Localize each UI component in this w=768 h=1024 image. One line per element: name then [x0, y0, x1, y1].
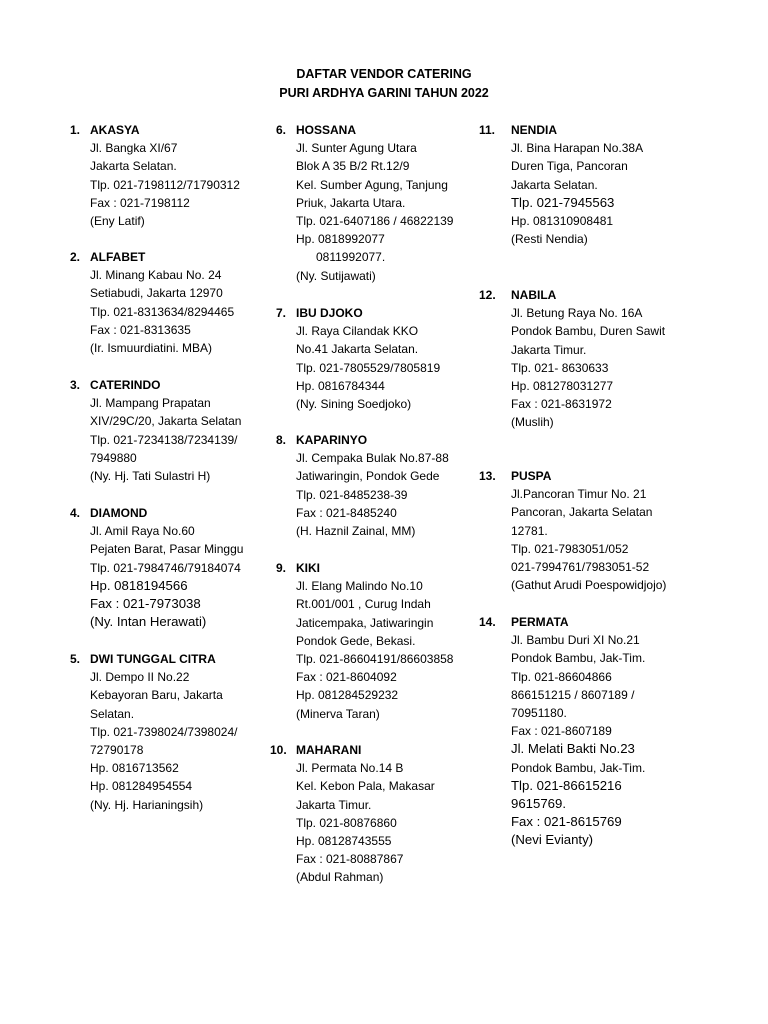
vendor-phone: Tlp. 021-7805529/7805819 — [296, 360, 441, 375]
vendor-address: Jaticempaka, Jatiwaringin — [296, 615, 434, 630]
vendor-number: 5. — [70, 652, 81, 666]
vendor-address: Jakarta Selatan. — [90, 159, 177, 174]
vendor-phone: 7949880 — [90, 450, 137, 465]
vendor-contact: (Ny. Sutijawati) — [296, 268, 376, 283]
vendor-mobile: Hp. 081310908481 — [511, 214, 614, 229]
vendor-address: Jakarta Selatan. — [511, 177, 598, 192]
vendor-heading — [479, 467, 666, 485]
vendor-phone: 021-7994761/7983051-52 — [511, 560, 650, 575]
vendor-nendia — [479, 121, 643, 248]
vendor-contact: (Nevi Evianty) — [511, 832, 594, 848]
vendor-phone: Tlp. 021-80876860 — [296, 815, 397, 830]
vendor-number: 14. — [479, 615, 496, 629]
vendor-name: ALFABET — [90, 250, 146, 264]
vendor-address: Blok A 35 B/2 Rt.12/9 — [296, 159, 410, 174]
vendor-fax: Fax : 021-80887867 — [296, 852, 404, 867]
vendor-heading — [70, 650, 237, 668]
vendor-heading — [276, 559, 453, 577]
vendor-kiki — [276, 559, 453, 723]
vendor-phone: Tlp. 021-7945563 — [511, 194, 615, 210]
vendor-mobile: Hp. 081278031277 — [511, 379, 614, 394]
vendor-heading — [276, 431, 449, 449]
vendor-address: Pancoran, Jakarta Selatan — [511, 505, 653, 520]
vendor-number: 9. — [276, 561, 287, 575]
vendor-address: Jakarta Timur. — [296, 797, 372, 812]
vendor-address: Jl. Elang Malindo No.10 — [296, 579, 423, 594]
vendor-kaparinyo — [276, 431, 449, 540]
vendor-diamond — [70, 504, 243, 631]
vendor-contact: (Ny. Hj. Harianingsih) — [90, 797, 204, 812]
vendor-name: MAHARANI — [296, 743, 362, 757]
vendor-mobile: Hp. 0816713562 — [90, 761, 179, 776]
vendor-phone: Tlp. 021-8313634/8294465 — [90, 304, 235, 319]
vendor-phone: Tlp. 021-6407186 / 46822139 — [296, 214, 454, 229]
vendor-contact: (Resti Nendia) — [511, 232, 588, 247]
vendor-address: Duren Tiga, Pancoran — [511, 159, 628, 174]
vendor-heading — [276, 121, 453, 139]
vendor-fax: Fax : 021-7198112 — [90, 195, 190, 210]
vendor-number: 7. — [276, 306, 287, 320]
vendor-address: Priuk, Jakarta Utara. — [296, 195, 406, 210]
vendor-address: Jl. Dempo II No.22 — [90, 670, 190, 685]
vendor-name: KIKI — [296, 561, 320, 575]
vendor-phone: 70951180. — [511, 706, 567, 721]
vendor-phone: Tlp. 021-86604191/86603858 — [296, 652, 454, 667]
vendor-number: 13. — [479, 469, 496, 483]
vendor-address: Pondok Bambu, Duren Sawit — [511, 324, 666, 339]
vendor-address: Jl. Betung Raya No. 16A — [511, 306, 643, 321]
vendor-contact: (Eny Latif) — [90, 214, 145, 229]
vendor-address: Jl. Sunter Agung Utara — [296, 141, 417, 156]
vendor-address: No.41 Jakarta Selatan. — [296, 342, 419, 357]
vendor-mobile: Hp. 0816784344 — [296, 378, 385, 393]
vendor-heading — [270, 741, 435, 759]
vendor-name: DWI TUNGGAL CITRA — [90, 652, 216, 666]
vendor-dwi-tunggal-citra — [70, 650, 237, 814]
vendor-phone: Tlp. 021-86604866 — [511, 669, 612, 684]
vendor-fax: Fax : 021-8615769 — [511, 814, 622, 830]
vendor-heading — [276, 304, 440, 322]
vendor-alfabet — [70, 248, 234, 357]
vendor-fax: Fax : 021-8485240 — [296, 505, 397, 520]
vendor-name: DIAMOND — [90, 506, 148, 520]
vendor-name: HOSSANA — [296, 123, 357, 137]
vendor-fax: Fax : 021-8604092 — [296, 670, 397, 685]
vendor-mobile: Hp. 081284529232 — [296, 688, 399, 703]
vendor-address: Pondok Bambu, Jak-Tim. — [511, 760, 646, 775]
vendor-number: 3. — [70, 378, 81, 392]
vendor-number: 8. — [276, 433, 287, 447]
vendor-address: Jl. Permata No.14 B — [296, 761, 404, 776]
vendor-name: CATERINDO — [90, 378, 161, 392]
vendor-mobile: Hp. 0818992077 — [296, 232, 385, 247]
vendor-address: XIV/29C/20, Jakarta Selatan — [90, 414, 242, 429]
vendor-phone: Tlp. 021-7234138/7234139/ — [90, 432, 238, 447]
vendor-contact: (Minerva Taran) — [296, 706, 380, 721]
vendor-name: NABILA — [511, 288, 557, 302]
vendor-address: Jl. Bambu Duri XI No.21 — [511, 633, 640, 648]
vendor-address: Kel. Sumber Agung, Tanjung — [296, 177, 448, 192]
vendor-ibu-djoko — [276, 304, 440, 413]
vendor-contact: (H. Haznil Zainal, MM) — [296, 524, 416, 539]
vendor-number: 4. — [70, 506, 81, 520]
vendor-name: KAPARINYO — [296, 433, 368, 447]
vendor-address: Jl. Mampang Prapatan — [90, 396, 211, 411]
vendor-name: PUSPA — [511, 469, 552, 483]
vendor-address: Jl. Raya Cilandak KKO — [296, 324, 419, 339]
vendor-phone: Tlp. 021-7983051/052 — [511, 541, 629, 556]
vendor-phone: Tlp. 021-8485238-39 — [296, 487, 408, 502]
vendor-address: Pejaten Barat, Pasar Minggu — [90, 542, 244, 557]
vendor-contact: (Ny. Intan Herawati) — [90, 614, 207, 630]
vendor-number: 11. — [479, 123, 496, 137]
vendor-contact: (Ny. Sining Soedjoko) — [296, 397, 412, 412]
vendor-number: 10. — [270, 743, 287, 757]
vendor-address: Pondok Bambu, Jak-Tim. — [511, 651, 646, 666]
vendor-heading — [70, 504, 243, 522]
vendor-number: 1. — [70, 123, 81, 137]
vendor-name: NENDIA — [511, 123, 558, 137]
document-subtitle: PURI ARDHYA GARINI TAHUN 2022 — [279, 86, 489, 100]
vendor-heading — [70, 248, 234, 266]
vendor-number: 2. — [70, 250, 81, 264]
vendor-fax: Fax : 021-7973038 — [90, 596, 201, 612]
vendor-nabila — [479, 286, 665, 432]
vendor-mobile: Hp. 0818194566 — [90, 577, 188, 593]
vendor-address: Rt.001/001 , Curug Indah — [296, 597, 431, 612]
vendor-permata — [479, 613, 645, 850]
vendor-heading — [479, 613, 645, 631]
vendor-heading — [70, 376, 241, 394]
vendor-akasya — [70, 121, 240, 230]
vendor-hossana — [276, 121, 453, 285]
vendor-fax: Fax : 021-8631972 — [511, 397, 612, 412]
vendor-address: Setiabudi, Jakarta 12970 — [90, 286, 223, 301]
vendor-address: Jl. Bina Harapan No.38A — [511, 141, 644, 156]
vendor-address: Jatiwaringin, Pondok Gede — [296, 469, 440, 484]
vendor-contact: (Ir. Ismuurdiatini. MBA) — [90, 341, 213, 356]
vendor-phone: Tlp. 021-7198112/71790312 — [90, 177, 240, 192]
vendor-mobile: 0811992077. — [316, 250, 386, 265]
vendor-address: Pondok Gede, Bekasi. — [296, 633, 416, 648]
vendor-phone: Tlp. 021-7398024/7398024/ — [90, 724, 238, 739]
vendor-heading — [479, 286, 665, 304]
vendor-phone: Tlp. 021-7984746/79184074 — [90, 560, 241, 575]
vendor-name: PERMATA — [511, 615, 569, 629]
vendor-maharani — [270, 741, 435, 887]
vendor-contact: (Gathut Arudi Poespowidjojo) — [511, 578, 667, 593]
vendor-contact: (Ny. Hj. Tati Sulastri H) — [90, 469, 211, 484]
vendor-phone: Tlp. 021-86615216 — [511, 777, 622, 793]
vendor-address: Selatan. — [90, 706, 135, 721]
vendor-phone: 866151215 / 8607189 / — [511, 687, 635, 702]
vendor-address: Jl. Bangka XI/67 — [90, 141, 178, 156]
vendor-fax: Fax : 021-8607189 — [511, 724, 612, 739]
vendor-heading — [70, 121, 240, 139]
vendor-number: 12. — [479, 288, 496, 302]
document-title: DAFTAR VENDOR CATERING — [296, 67, 472, 81]
vendor-number: 6. — [276, 123, 287, 137]
vendor-address: Jl. Cempaka Bulak No.87-88 — [296, 451, 449, 466]
vendor-address: Kel. Kebon Pala, Makasar — [296, 779, 435, 794]
vendor-phone: 72790178 — [90, 743, 144, 758]
vendor-address: Kebayoran Baru, Jakarta — [90, 688, 223, 703]
vendor-mobile: Hp. 08128743555 — [296, 834, 392, 849]
vendor-address: 12781. — [511, 523, 548, 538]
vendor-mobile: Hp. 081284954554 — [90, 779, 193, 794]
vendor-phone: Tlp. 021- 8630633 — [511, 360, 609, 375]
vendor-name: AKASYA — [90, 123, 140, 137]
vendor-heading — [479, 121, 643, 139]
vendor-puspa — [479, 467, 666, 594]
vendor-fax: Fax : 021-8313635 — [90, 322, 191, 337]
vendor-contact: (Abdul Rahman) — [296, 870, 384, 885]
vendor-caterindo — [70, 376, 241, 485]
vendor-address: Jakarta Timur. — [511, 342, 587, 357]
vendor-address: Jl. Amil Raya No.60 — [90, 524, 195, 539]
vendor-address: Jl.Pancoran Timur No. 21 — [511, 487, 647, 502]
vendor-contact: (Muslih) — [511, 415, 554, 430]
vendor-address: Jl. Melati Bakti No.23 — [511, 741, 635, 757]
vendor-name: IBU DJOKO — [296, 306, 363, 320]
vendor-phone: 9615769. — [511, 796, 567, 812]
vendor-address: Jl. Minang Kabau No. 24 — [90, 268, 222, 283]
